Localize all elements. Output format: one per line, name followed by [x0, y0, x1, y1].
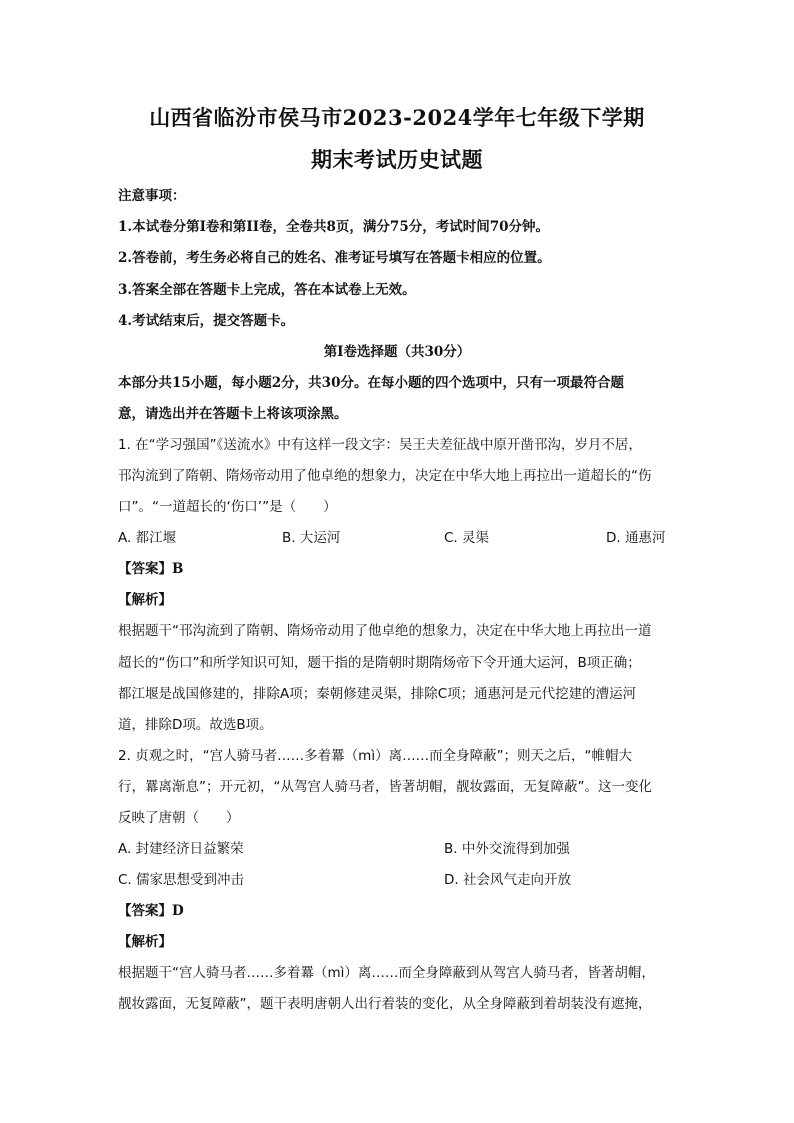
question-1-stem: 邗沟流到了隋朝、隋炀帝动用了他卓绝的想象力，决定在中华大地上再拉出一道超长的“伤: [118, 468, 652, 484]
notice-item: 4.考试结束后，提交答题卡。: [118, 313, 295, 329]
question-1-option-a: A. 都江堰: [118, 530, 177, 546]
notice-heading: 注意事项：: [118, 188, 186, 204]
question-1-option-b: B. 大运河: [282, 530, 341, 546]
question-2-analysis: 根据题干“宫人骑马者……多着羃（mì）离……而全身障蔽到从驾宫人骑马者，皆著胡帽，: [118, 965, 655, 981]
question-2-answer: 【答案】D: [118, 903, 184, 919]
question-1-analysis: 都江堰是战国修建的，排除A项；秦朝修建灵渠，排除C项；通惠河是元代挖建的漕运河: [118, 686, 637, 702]
section-intro: 意，请选出并在答题卡上将该项涂黑。: [118, 406, 348, 422]
question-1-stem: 口”。“一道超长的‘伤口’”是（ ）: [118, 499, 337, 515]
notice-item: 3.答案全部在答题卡上完成，答在本试卷上无效。: [118, 282, 416, 298]
question-1-stem: 1. 在“学习强国”《送流水》中有这样一段文字：吴王夫差征战中原开凿邗沟，岁月不居，: [118, 437, 642, 453]
question-2-option-c: C. 儒家思想受到冲击: [118, 872, 245, 888]
question-2-option-d: D. 社会风气走向开放: [444, 872, 571, 888]
notice-item: 2.答卷前，考生务必将自己的姓名、准考证号填写在答题卡相应的位置。: [118, 250, 551, 266]
question-1-analysis-label: 【解析】: [118, 592, 172, 608]
question-2-option-a: A. 封建经济日益繁荣: [118, 841, 244, 857]
question-1-analysis: 超长的“伤口”和所学知识可知，题干指的是隋朝时期隋炀帝下令开通大运河，B项正确；: [118, 655, 641, 671]
question-1-analysis: 道，排除D项。故选B项。: [118, 717, 273, 733]
question-1-option-c: C. 灵渠: [444, 530, 490, 546]
section-intro: 本部分共15小题，每小题2分，共30分。在每小题的四个选项中，只有一项最符合题: [118, 375, 624, 391]
question-2-stem: 反映了唐朝（ ）: [118, 810, 240, 826]
question-2-stem: 2. 贞观之时，“宫人骑马者……多着羃（mì）离……而全身障蔽”；则天之后，“帷帽大: [118, 748, 633, 764]
question-1-option-d: D. 通惠河: [606, 530, 666, 546]
question-2-analysis: 靓妆露面，无复障蔽”，题干表明唐朝人出行着装的变化，从全身障蔽到着胡装没有遮掩，: [118, 996, 652, 1012]
question-1-analysis: 根据题干“邗沟流到了隋朝、隋炀帝动用了他卓绝的想象力，决定在中华大地上再拉出一道: [118, 623, 652, 639]
page-title-line1: 山西省临汾市侯马市2023-2024学年七年级下学期: [149, 105, 645, 130]
section-heading: 第I卷选择题（共30分）: [323, 344, 471, 360]
question-2-option-b: B. 中外交流得到加强: [444, 841, 570, 857]
question-2-stem: 行，羃离渐息”；开元初，“从驾宫人骑马者，皆著胡帽，靓妆露面，无复障蔽”。这一变化: [118, 779, 652, 795]
question-1-answer: 【答案】B: [118, 561, 184, 577]
notice-item: 1.本试卷分第I卷和第II卷，全卷共8页，满分75分，考试时间70分钟。: [118, 219, 550, 235]
page-title-line2: 期末考试历史试题: [311, 147, 483, 172]
question-2-analysis-label: 【解析】: [118, 934, 172, 950]
